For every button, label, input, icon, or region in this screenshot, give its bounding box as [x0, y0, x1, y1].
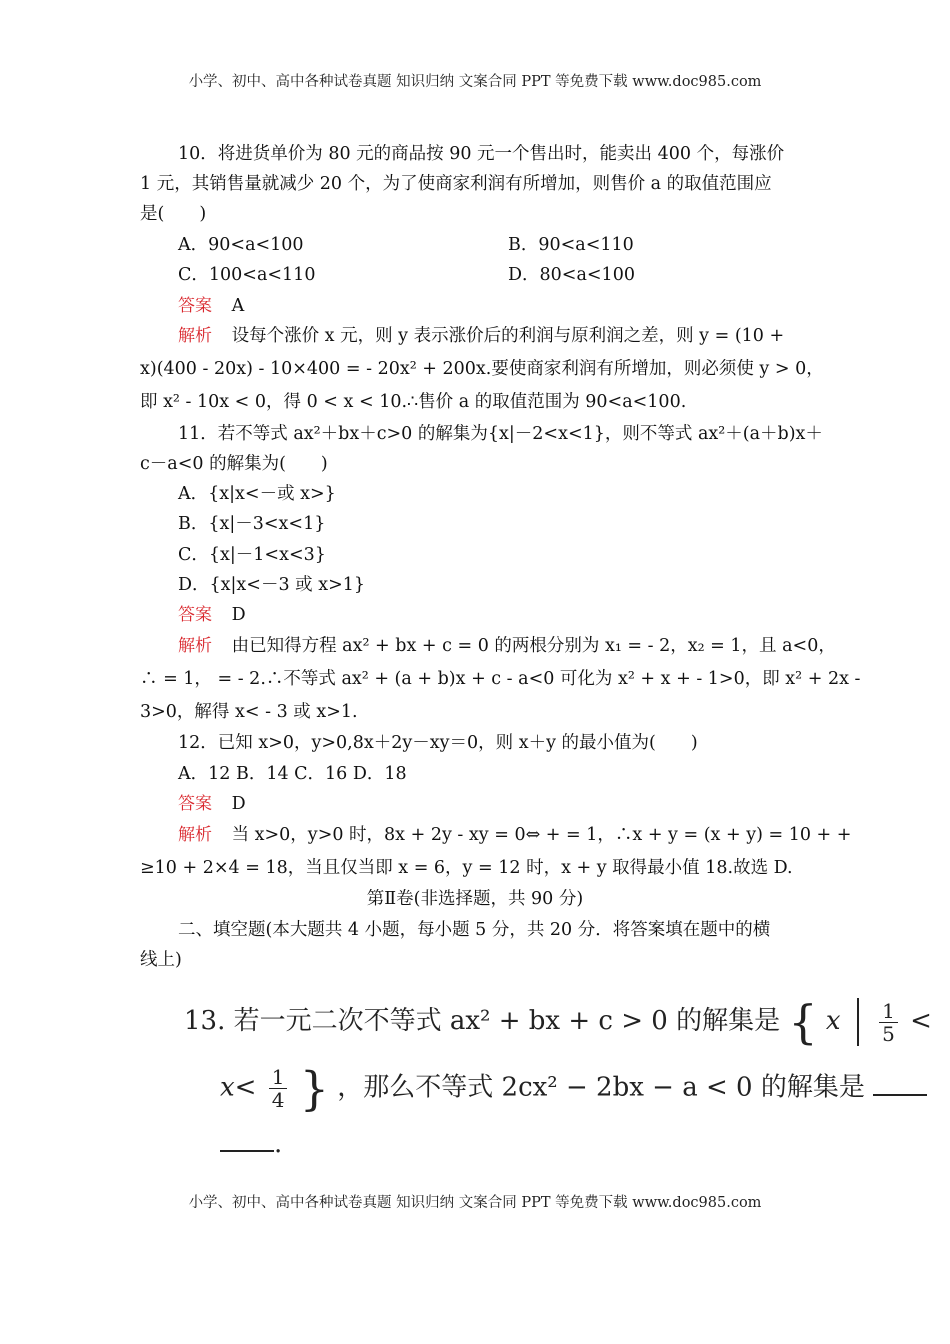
q11-answer-row: [178, 603, 246, 627]
q13-lt1: <: [910, 1006, 932, 1036]
section-title: 第Ⅱ卷(非选择题，共 90 分): [366, 889, 584, 909]
q12-answer-row: [178, 792, 246, 816]
q13-figure: [170, 988, 932, 1168]
q10-option-d: D．80<a<100: [508, 265, 635, 285]
q11-line1: 11．若不等式 ax²＋bx＋c>0 的解集为{x|－2<x<1}，则不等式 ax²＋(a＋b)x＋: [178, 424, 823, 444]
analysis-label: 解析: [178, 636, 212, 656]
answer-label: 答案: [178, 296, 212, 316]
q10-answer: A: [231, 296, 245, 316]
page-header: 小学、初中、高中各种试卷真题 知识归纳 文案合同 PPT 等免费下载 www.doc985.com: [188, 74, 762, 90]
analysis-label: 解析: [178, 825, 212, 845]
answer-label: 答案: [178, 605, 212, 625]
q13-fraction-2: [269, 1066, 288, 1111]
q10-option-b: B．90<a<110: [508, 235, 634, 255]
q11-line2: c－a<0 的解集为( ): [140, 454, 328, 474]
q12-options: A．12 B．14 C．16 D．18: [178, 764, 407, 784]
q12-analysis-row: [178, 823, 851, 847]
q12-analysis1: 当 x>0，y>0 时，8x + 2y - xy = 0⇔ + = 1，∴x + y = (x + y) = 10 + +: [231, 825, 852, 845]
q13-frac2-num: 1: [269, 1066, 288, 1089]
q13-fraction-1: [879, 1000, 898, 1045]
q12-analysis2: ≥10 + 2×4 = 18，当且仅当即 x = 6，y = 12 时，x + y 取得最小值 18.故选 D.: [140, 858, 793, 878]
set-bar-icon: [857, 998, 859, 1046]
q10-analysis1: 设每个涨价 x 元，则 y 表示涨价后的利润与原利润之差，则 y = (10 +: [231, 326, 785, 346]
q11-option-b: B．{x|－3<x<1}: [178, 514, 326, 534]
q10-analysis2: x)(400 - 20x) - 10×400 = - 20x² + 200x.要使商家利润有所增加，则必须使 y > 0，: [140, 359, 824, 379]
q11-answer: D: [231, 605, 246, 625]
q11-analysis2: ∴ = 1， = - 2.∴不等式 ax² + (a + b)x + c - a<0 可化为 x² + x + - 1>0，即 x² + 2x -: [140, 669, 861, 689]
q13-line2: [220, 1061, 927, 1116]
left-brace-icon: {: [788, 995, 818, 1049]
answer-label: 答案: [178, 794, 212, 814]
q13-frac1-num: 1: [879, 1000, 898, 1023]
answer-blank-continued: [220, 1126, 274, 1152]
q10-line3: 是( ): [140, 204, 207, 224]
answer-blank: [873, 1070, 927, 1096]
q13-line3: [220, 1126, 282, 1160]
q12-answer: D: [231, 794, 246, 814]
q11-analysis3: 3>0，解得 x< - 3 或 x>1.: [140, 702, 358, 722]
q10-line1: 10．将进货单价为 80 元的商品按 90 元一个售出时，能卖出 400 个，每涨价: [178, 144, 785, 164]
q10-option-a: A．90<a<100: [178, 235, 304, 255]
analysis-label: 解析: [178, 326, 212, 346]
q11-option-a: A．{x|x<－或 x>}: [178, 484, 336, 504]
q10-option-c: C．100<a<110: [178, 265, 316, 285]
q11-option-c: C．{x|－1<x<3}: [178, 545, 326, 565]
right-brace-icon: }: [299, 1061, 329, 1116]
q13-part2: ，那么不等式 2cx² − 2bx − a < 0 的解集是: [337, 1072, 865, 1103]
q13-set-x: x: [825, 1006, 841, 1036]
q10-analysis-row: [178, 324, 784, 348]
q13-part1: 13. 若一元二次不等式 ax² + bx + c > 0 的解集是: [184, 1006, 781, 1036]
q13-end: .: [274, 1129, 283, 1159]
q12-line1: 12．已知 x>0，y>0,8x＋2y－xy＝0，则 x＋y 的最小值为( ): [178, 733, 698, 753]
q13-line1: [184, 995, 932, 1049]
page-footer: 小学、初中、高中各种试卷真题 知识归纳 文案合同 PPT 等免费下载 www.doc985.com: [188, 1195, 762, 1211]
fill-heading-line2: 线上): [140, 950, 182, 970]
q10-analysis3: 即 x² - 10x < 0，得 0 < x < 10.∴售价 a 的取值范围为 90<a<100.: [140, 392, 687, 412]
q13-frac2-den: 4: [271, 1088, 285, 1112]
q10-answer-row: [178, 294, 244, 318]
q13-frac1-den: 5: [882, 1021, 895, 1046]
q10-line2: 1 元，其销售量就减少 20 个，为了使商家利润有所增加，则售价 a 的取值范围应: [140, 174, 772, 194]
q11-analysis-row: [178, 634, 836, 658]
q13-part2-x: x<: [220, 1072, 257, 1103]
q11-analysis1: 由已知得方程 ax² + bx + c = 0 的两根分别为 x₁ = - 2，x₂ = 1，且 a<0，: [231, 636, 836, 656]
fill-heading-line1: 二、填空题(本大题共 4 小题，每小题 5 分，共 20 分．将答案填在题中的横: [178, 920, 771, 940]
q11-option-d: D．{x|x<－3 或 x>1}: [178, 575, 366, 595]
